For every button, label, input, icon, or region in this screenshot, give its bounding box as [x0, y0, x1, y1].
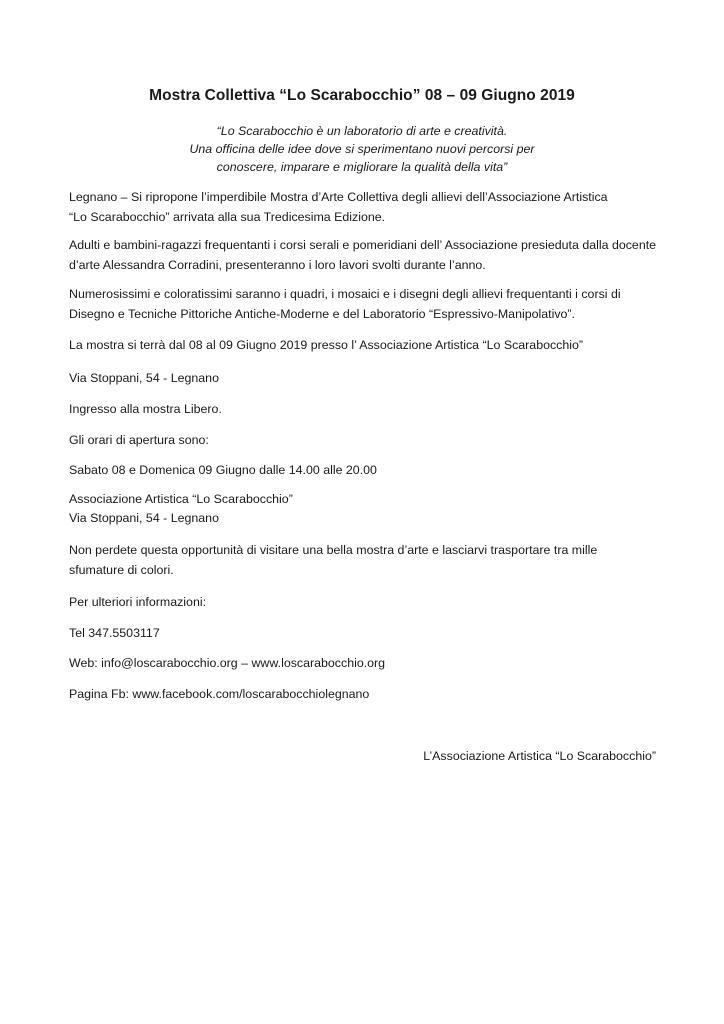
paragraph-line: Web: info@loscarabocchio.org – www.loscarabocchio.org [69, 656, 386, 670]
quote-line: conoscere, imparare e migliorare la qualità della vita” [216, 160, 508, 174]
paragraph-info-label [69, 592, 669, 612]
paragraph-line: La mostra si terrà dal 08 al 09 Giugno 2019 presso l’ Associazione Artistica “Lo Scarabocchio” [69, 338, 584, 352]
quote-line: “Lo Scarabocchio è un laboratorio di arte e creatività. [216, 124, 508, 138]
paragraph-hours [69, 460, 669, 480]
quote-line: Una officina delle idee dove si sperimentano nuovi percorsi per [189, 142, 535, 156]
paragraph-line: “Lo Scarabocchio” arrivata alla sua Tredicesima Edizione. [69, 210, 386, 224]
paragraph-line: Numerosissimi e coloratissimi saranno i quadri, i mosaici e i disegni degli allievi frequentanti i corsi di [69, 287, 621, 301]
paragraph-line: d’arte Alessandra Corradini, presenteranno i loro lavori svolti durante l’anno. [69, 258, 486, 272]
paragraph-works [69, 284, 669, 324]
signature: L’Associazione Artistica “Lo Scarabocchio” [423, 749, 656, 763]
contact-phone [69, 623, 669, 643]
paragraph-line: Non perdete questa opportunità di visitare una bella mostra d’arte e lasciarvi trasportare tra mille [69, 543, 598, 557]
paragraph-intro [69, 187, 669, 227]
contact-web [69, 653, 669, 673]
paragraph-organizer [69, 490, 669, 528]
paragraph-address [69, 368, 669, 388]
paragraph-participants [69, 235, 669, 275]
paragraph-dates [69, 335, 669, 355]
paragraph-line: Sabato 08 e Domenica 09 Giugno dalle 14.00 alle 20.00 [69, 463, 377, 477]
paragraph-line: Disegno e Tecniche Pittoriche Antiche-Moderne e del Laboratorio “Espressivo-Manipolativo”. [69, 307, 575, 321]
paragraph-line: Ingresso alla mostra Libero. [69, 402, 222, 416]
paragraph-line: Pagina Fb: www.facebook.com/loscarabocchiolegnano [69, 687, 370, 701]
paragraph-hours-label [69, 430, 669, 450]
paragraph-line: Gli orari di apertura sono: [69, 433, 209, 447]
paragraph-invitation [69, 540, 669, 580]
paragraph-line: Via Stoppani, 54 - Legnano [69, 371, 219, 385]
intro-quote [0, 122, 724, 176]
paragraph-entry [69, 399, 669, 419]
contact-facebook [69, 684, 669, 704]
document-title: Mostra Collettiva “Lo Scarabocchio” 08 – 09 Giugno 2019 [149, 87, 575, 104]
paragraph-line: sfumature di colori. [69, 563, 174, 577]
paragraph-line: Tel 347.5503117 [69, 626, 160, 640]
paragraph-line: Via Stoppani, 54 - Legnano [69, 511, 219, 525]
paragraph-line: Legnano – Si ripropone l’imperdibile Mostra d’Arte Collettiva degli allievi dell’Associazione Artistica [69, 190, 608, 204]
paragraph-line: Associazione Artistica “Lo Scarabocchio” [69, 492, 293, 506]
paragraph-line: Adulti e bambini-ragazzi frequentanti i corsi serali e pomeridiani dell’ Associazione presieduta dalla docente [69, 238, 657, 252]
paragraph-line: Per ulteriori informazioni: [69, 595, 207, 609]
